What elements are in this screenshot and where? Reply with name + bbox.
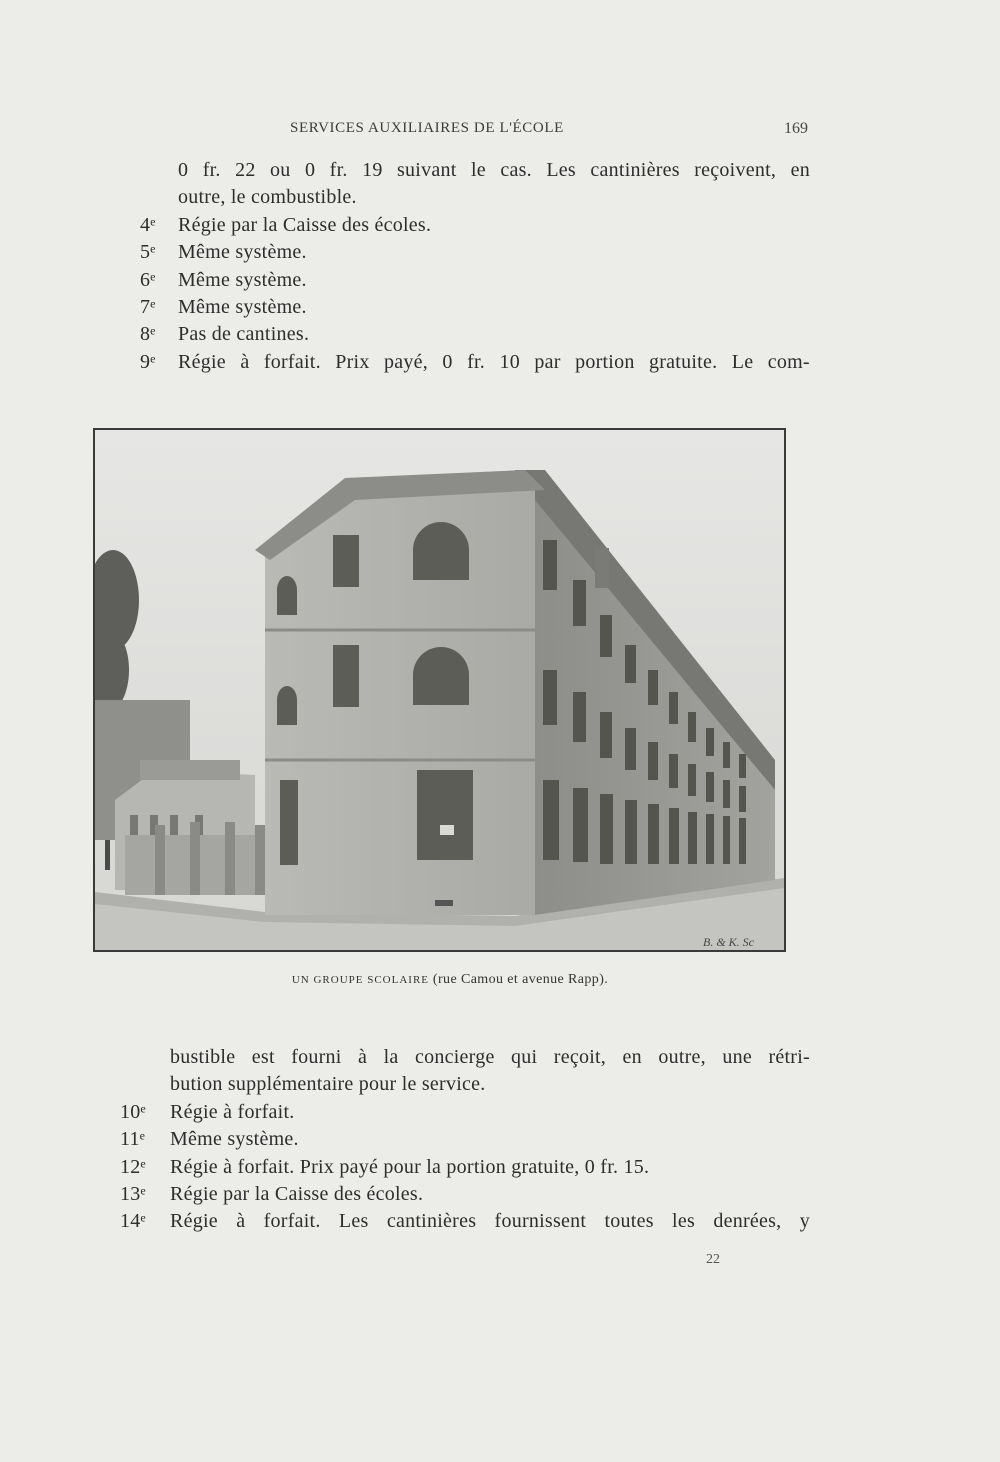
bottom-text-block xyxy=(120,1044,810,1236)
signature-mark: 22 xyxy=(706,1252,720,1267)
page-number: 169 xyxy=(784,120,808,137)
line-text: Régie à forfait. Prix payé pour la portion gratuite, 0 fr. 15. xyxy=(170,1155,650,1178)
arrondissement-number: 9ᵉ xyxy=(140,350,156,373)
list-item xyxy=(140,212,810,239)
arrondissement-number: 10ᵉ xyxy=(120,1100,146,1123)
arrondissement-number: 14ᵉ xyxy=(120,1210,146,1233)
line-text: outre, le combustible. xyxy=(178,186,357,209)
caption-smallcaps: UN GROUPE SCOLAIRE xyxy=(291,974,430,986)
top-text-block xyxy=(140,157,810,376)
arrondissement-number: 5ᵉ xyxy=(140,241,156,264)
running-title: SERVICES AUXILIAIRES DE L'ÉCOLE xyxy=(290,120,564,136)
line-text: Régie par la Caisse des écoles. xyxy=(178,213,432,236)
line-text: Régie à forfait. xyxy=(170,1100,295,1123)
photograph-illustration xyxy=(95,430,784,950)
running-header xyxy=(290,120,808,142)
list-item xyxy=(140,321,810,348)
list-item xyxy=(140,239,810,266)
line-text: Même système. xyxy=(178,241,307,264)
line-text: 0 fr. 22 ou 0 fr. 19 suivant le cas. Les cantinières reçoivent, en xyxy=(178,159,810,181)
text-line xyxy=(140,184,810,211)
arrondissement-number: 13ᵉ xyxy=(120,1182,146,1205)
chimney xyxy=(595,548,609,588)
arrondissement-number: 11ᵉ xyxy=(120,1128,146,1151)
text-line xyxy=(140,157,810,184)
text-line xyxy=(120,1071,810,1098)
figure-caption xyxy=(0,972,900,988)
list-item xyxy=(120,1181,810,1208)
corner-block xyxy=(265,490,535,915)
line-text: bution supplémentaire pour le service. xyxy=(170,1073,486,1096)
list-item xyxy=(140,267,810,294)
list-item xyxy=(120,1154,810,1181)
list-item xyxy=(120,1126,810,1153)
line-text: Même système. xyxy=(178,268,307,291)
caption-text: (rue Camou et avenue Rapp). xyxy=(429,972,609,987)
engraver-mark: B. & K. Sc xyxy=(703,935,754,949)
school-building-photograph xyxy=(93,428,786,952)
line-text: Même système. xyxy=(170,1128,299,1151)
list-item xyxy=(120,1099,810,1126)
line-text: Régie à forfait. Prix payé, 0 fr. 10 par portion gratuite. Le com- xyxy=(178,350,810,373)
arrondissement-number: 12ᵉ xyxy=(120,1155,146,1178)
arrondissement-number: 7ᵉ xyxy=(140,295,156,318)
line-text: Même système. xyxy=(178,295,307,318)
list-item xyxy=(140,349,810,376)
list-item xyxy=(120,1208,810,1235)
line-text: bustible est fourni à la concierge qui reçoit, en outre, une rétri- xyxy=(170,1046,810,1068)
text-line xyxy=(120,1044,810,1071)
line-text: Régie à forfait. Les cantinières fournissent toutes les denrées, y xyxy=(170,1210,810,1233)
line-text: Régie par la Caisse des écoles. xyxy=(170,1182,424,1205)
arrondissement-number: 8ᵉ xyxy=(140,323,156,346)
arrondissement-number: 4ᵉ xyxy=(140,213,156,236)
line-text: Pas de cantines. xyxy=(178,323,310,346)
list-item xyxy=(140,294,810,321)
arrondissement-number: 6ᵉ xyxy=(140,268,156,291)
